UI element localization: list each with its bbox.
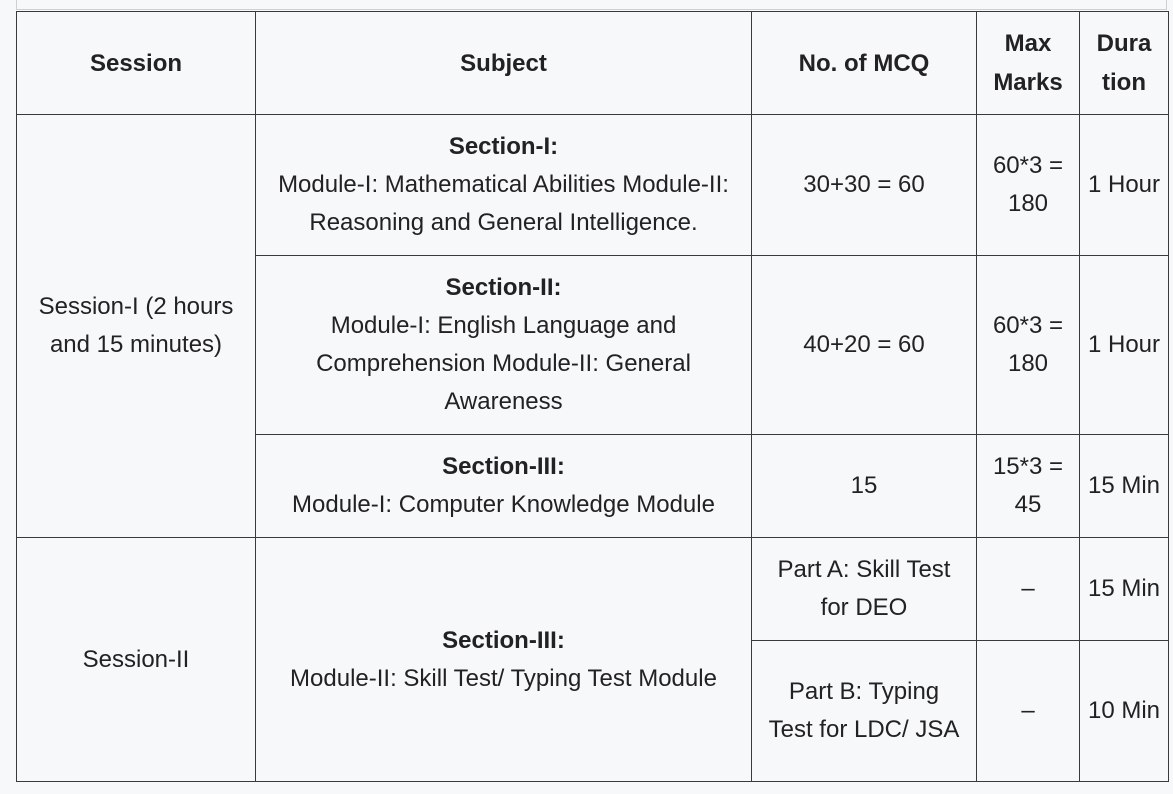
- table-row: [17, 115, 1169, 256]
- header-session: Session: [17, 12, 256, 115]
- exam-pattern-table: [16, 11, 1169, 782]
- marks-cell: –: [977, 641, 1080, 782]
- header-max-marks: [977, 12, 1080, 115]
- mcq-cell: Part B: Typing Test for LDC/ JSA: [752, 641, 977, 782]
- mcq-cell: Part A: Skill Test for DEO: [752, 538, 977, 641]
- mcq-cell: 40+20 = 60: [752, 256, 977, 435]
- duration-cell: 15 Min: [1080, 538, 1169, 641]
- marks-cell: –: [977, 538, 1080, 641]
- session-2-cell: Session-II: [17, 538, 256, 782]
- duration-cell: 1 Hour: [1080, 115, 1169, 256]
- header-duration-line1: Dura: [1096, 30, 1152, 57]
- marks-cell: 15*3 = 45: [977, 435, 1080, 538]
- duration-cell: 1 Hour: [1080, 256, 1169, 435]
- header-mcq: No. of MCQ: [752, 12, 977, 115]
- section-title: Section-III:: [442, 453, 565, 480]
- header-subject: Subject: [256, 12, 752, 115]
- table-row: [17, 538, 1169, 641]
- mcq-cell: 15: [752, 435, 977, 538]
- marks-cell: 60*3 = 180: [977, 115, 1080, 256]
- duration-cell: 10 Min: [1080, 641, 1169, 782]
- subject-cell: [256, 256, 752, 435]
- subject-cell: [256, 115, 752, 256]
- session-1-cell: Session-I (2 hours and 15 minutes): [17, 115, 256, 538]
- section-description: Module-I: Mathematical Abilities Module-II: Reasoning and General Intelligence.: [278, 171, 729, 236]
- mcq-cell: 30+30 = 60: [752, 115, 977, 256]
- section-description: Module-II: Skill Test/ Typing Test Module: [290, 664, 717, 692]
- section-title: Section-III:: [442, 626, 565, 654]
- section-description: Module-I: Computer Knowledge Module: [292, 491, 715, 518]
- previous-table-border: [16, 0, 1167, 10]
- subject-cell: [256, 538, 752, 782]
- header-duration: [1080, 12, 1169, 115]
- header-max-marks-line2: Marks: [993, 69, 1063, 96]
- marks-cell: 60*3 = 180: [977, 256, 1080, 435]
- header-duration-line2: tion: [1102, 69, 1146, 96]
- duration-cell: 15 Min: [1080, 435, 1169, 538]
- table-header-row: [17, 12, 1169, 115]
- header-max-marks-line1: Max: [1004, 30, 1052, 57]
- section-description: Module-I: English Language and Comprehension Module-II: General Awareness: [316, 312, 691, 415]
- section-title: Section-I:: [448, 133, 559, 160]
- section-title: Section-II:: [445, 274, 562, 301]
- subject-cell: [256, 435, 752, 538]
